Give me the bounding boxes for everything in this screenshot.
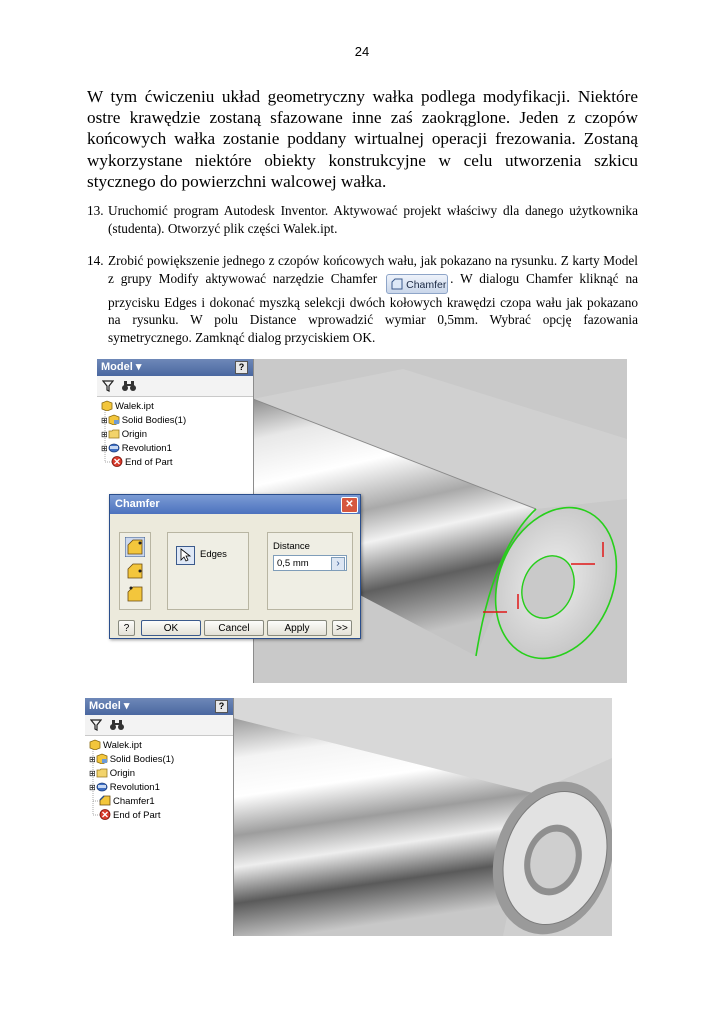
- cancel-button[interactable]: Cancel: [204, 620, 264, 636]
- expand-icon[interactable]: ⊞: [101, 416, 108, 425]
- step-text-before: Zrobić powiększenie jednego z czopów końcowych wału, jak pokazano na rysunku. Z karty Model z grupy Modify aktywować narzędzie Chamfer: [108, 253, 638, 286]
- screenshot-chamfer-dialog: [97, 359, 627, 683]
- expand-icon[interactable]: ⊞: [89, 769, 96, 778]
- help-icon[interactable]: ?: [215, 700, 228, 713]
- more-options-button[interactable]: >>: [332, 620, 352, 636]
- step-text-after: . W dialogu Chamfer kliknąć na przycisku Edges i dokonać myszką selekcji dwóch kołowych krawędzi czopa wału jak pokazano na rysunku. W polu Distance wprowadzić wymiar 0,5mm. Wybrać opcję fazowania symetrycznego. Zamknąć dialog przyciskiem OK.: [108, 270, 639, 345]
- expand-icon[interactable]: ⊞: [101, 430, 108, 439]
- filter-icon[interactable]: [90, 719, 102, 731]
- distance-label: Distance: [273, 541, 310, 552]
- browser-toolbar: [97, 376, 253, 397]
- browser-title-bar: [85, 698, 233, 715]
- browser-toolbar: [85, 715, 233, 736]
- tree-item-part[interactable]: Walek.ipt: [89, 739, 142, 753]
- select-edges-cursor-icon[interactable]: [176, 546, 195, 565]
- edges-group: [167, 532, 249, 610]
- model-browser: [85, 698, 234, 936]
- dialog-title-bar: [110, 495, 360, 514]
- tree-item-revolution[interactable]: ⊞ Revolution1: [101, 443, 172, 454]
- tree-connector-lines: [104, 410, 114, 470]
- chamfer-tool-button[interactable]: [386, 274, 448, 294]
- help-icon[interactable]: ?: [235, 361, 248, 374]
- chamfer-tool-label: Chamfer: [406, 278, 447, 291]
- tree-item-end-of-part[interactable]: End of Part: [99, 809, 161, 823]
- distance-chamfer-icon[interactable]: [125, 537, 145, 557]
- intro-paragraph: W tym ćwiczeniu układ geometryczny wałka podlega modyfikacji. Niektóre ostre krawędzie zostaną sfazowane inne zaś zaokrąglone. Jeden z czopów końcowych wałka zostanie poddany wirtualnej operacji frezowania. Zostaną wykorzystane niektóre obiekty konstrukcyjne w celu utworzenia szkicu stycznego do powierzchni walcowej wałka.: [87, 87, 638, 191]
- chamfer-icon: [391, 278, 403, 290]
- apply-button[interactable]: Apply: [267, 620, 327, 636]
- tree-item-solid-bodies[interactable]: ⊞ Solid Bodies(1): [89, 754, 175, 765]
- find-binoculars-icon[interactable]: [121, 379, 137, 392]
- tree-item-origin[interactable]: ⊞ Origin: [101, 429, 148, 440]
- tree-connector-lines: [92, 749, 102, 823]
- tree-item-part[interactable]: Walek.ipt: [101, 400, 154, 414]
- edges-label[interactable]: Edges: [200, 549, 227, 560]
- ok-button[interactable]: OK: [141, 620, 201, 636]
- 3d-viewport: [233, 698, 612, 936]
- distance-input[interactable]: 0,5 mm ›: [273, 555, 347, 571]
- two-distance-chamfer-icon[interactable]: [125, 584, 145, 604]
- shaft-render: [233, 698, 612, 936]
- expand-icon[interactable]: ⊞: [101, 444, 108, 453]
- step-number: 14.: [87, 253, 104, 268]
- find-binoculars-icon[interactable]: [109, 718, 125, 731]
- expand-icon[interactable]: ⊞: [89, 755, 96, 764]
- dialog-help-button[interactable]: ?: [118, 620, 135, 636]
- filter-icon[interactable]: [102, 380, 114, 392]
- screenshot-chamfer-result: [85, 698, 612, 936]
- step-text: Uruchomić program Autodesk Inventor. Aktywować projekt właściwy dla danego użytkownika (studenta). Otworzyć plik części Walek.ipt.: [108, 203, 638, 236]
- distance-group: [267, 532, 353, 610]
- page-number: 24: [354, 44, 370, 59]
- tree-item-revolution[interactable]: ⊞ Revolution1: [89, 782, 160, 793]
- step-13: [87, 202, 638, 237]
- tree-item-end-of-part[interactable]: End of Part: [111, 456, 173, 470]
- chamfer-type-group: [119, 532, 151, 610]
- tree-item-chamfer[interactable]: Chamfer1: [99, 795, 155, 809]
- expand-icon[interactable]: ⊞: [89, 783, 96, 792]
- step-text: [108, 252, 638, 346]
- step-number: 13.: [87, 203, 104, 218]
- tree-item-origin[interactable]: ⊞ Origin: [89, 768, 136, 779]
- browser-title[interactable]: Model ▾: [101, 361, 142, 373]
- distance-arrow-button[interactable]: ›: [331, 557, 345, 571]
- dialog-close-button[interactable]: ✕: [341, 497, 358, 513]
- dialog-title: Chamfer: [115, 498, 160, 510]
- tree-item-solid-bodies[interactable]: ⊞ Solid Bodies(1): [101, 415, 187, 426]
- chamfer-dialog: [109, 494, 361, 639]
- browser-title[interactable]: Model ▾: [89, 700, 130, 712]
- distance-angle-chamfer-icon[interactable]: [125, 561, 145, 581]
- step-14: [87, 252, 638, 346]
- browser-title-bar: [97, 359, 253, 376]
